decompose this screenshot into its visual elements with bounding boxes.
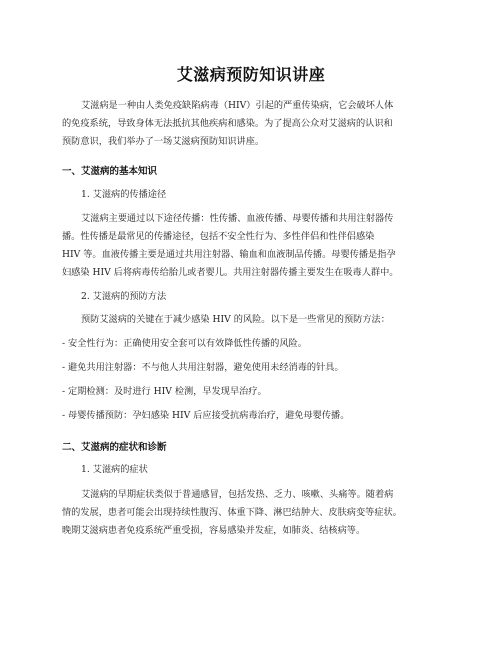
paragraph-line: 晚期艾滋病患者免疫系统严重受损，容易感染并发症，如肺炎、结核病等。 (62, 525, 366, 536)
list-item: - 安全性行为：正确使用安全套可以有效降低性传播的风险。 (62, 338, 307, 349)
paragraph-line: 播。性传播是最常见的传播途径，包括不安全性行为、多性伴侣和性伴侣感染 (62, 231, 375, 242)
paragraph-line: 情的发展，患者可能会出现持续性腹泻、体重下降、淋巴结肿大、皮肤病变等症状。 (62, 507, 402, 518)
document-title: 艾滋病预防知识讲座 (176, 65, 326, 84)
section-heading: 二、艾滋病的症状和诊断 (62, 442, 167, 453)
subsection-title: 1. 艾滋病的症状 (81, 464, 148, 475)
paragraph-line: 艾滋病主要通过以下途径传播：性传播、血液传播、母婴传播和共用注射器传 (81, 213, 394, 224)
subsection-title: 2. 艾滋病的预防方法 (81, 291, 167, 302)
list-item: - 母婴传播预防：孕妇感染 HIV 后应接受抗病毒治疗，避免母婴传播。 (62, 410, 350, 421)
intro-line: 的免疫系统，导致身体无法抵抗其他疾病和感染。为了提高公众对艾滋病的认识和 (62, 118, 393, 129)
list-item: - 避免共用注射器：不与他人共用注射器，避免使用未经消毒的针具。 (62, 362, 344, 373)
paragraph-line: HIV 等。血液传播主要是通过共用注射器、输血和血液制品传播。母婴传播是指孕 (62, 249, 396, 260)
paragraph-line: 艾滋病的早期症状类似于普通感冒，包括发热、乏力、咳嗽、头痛等。随着病 (81, 489, 394, 500)
intro-line: 艾滋病是一种由人类免疫缺陷病毒（HIV）引起的严重传染病，它会破坏人体 (81, 100, 394, 111)
subsection-title: 1. 艾滋病的传播途径 (81, 189, 167, 200)
paragraph-line: 预防艾滋病的关键在于减少感染 HIV 的风险。以下是一些常见的预防方法： (81, 314, 390, 325)
list-item: - 定期检测：及时进行 HIV 检测，早发现早治疗。 (62, 386, 267, 397)
section-heading: 一、艾滋病的基本知识 (62, 166, 158, 177)
paragraph-line: 妇感染 HIV 后将病毒传给胎儿或者婴儿。共用注射器传播主要发生在吸毒人群中。 (62, 267, 399, 278)
intro-line: 预防意识，我们举办了一场艾滋病预防知识讲座。 (62, 136, 265, 147)
